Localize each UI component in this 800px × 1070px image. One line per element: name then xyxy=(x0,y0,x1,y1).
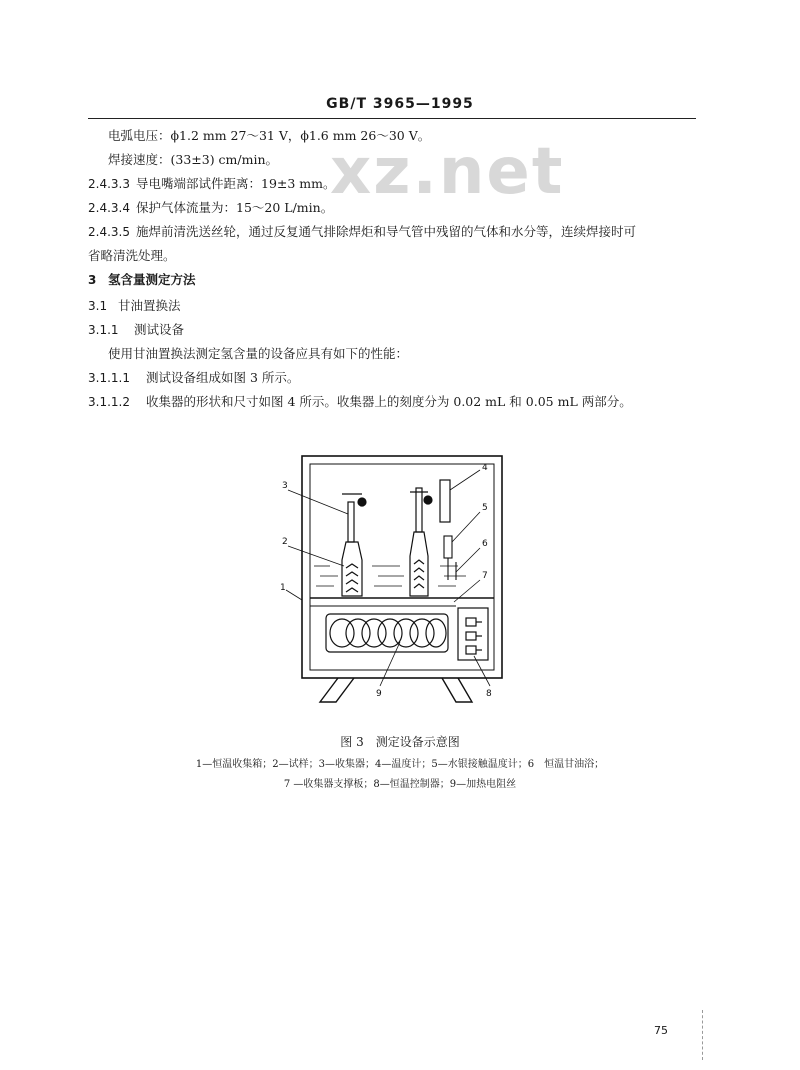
clause-2-4-3-3: 2.4.3.3 导电嘴端部试件距离：19±3 mm。 xyxy=(88,176,336,191)
clause-number: 2.4.3.5 xyxy=(88,225,130,239)
clause-3-1-1: 3.1.1 测试设备 xyxy=(88,322,185,337)
label-2: 2 xyxy=(282,537,288,547)
scan-edge-marks xyxy=(702,1010,705,1060)
figure-legend-line-1: 1—恒温收集箱；2—试样；3—收集器；4—温度计；5—水银接触温度计；6 恒温甘油浴； xyxy=(195,759,605,770)
clause-3-1-1-1: 3.1.1.1 测试设备组成如图 3 所示。 xyxy=(88,370,300,385)
clause-2-4-3-5: 2.4.3.5 施焊前清洗送丝轮，通过反复通气排除焊炬和导气管中残留的气体和水分等，连续焊接时可 xyxy=(88,224,637,239)
label-7: 7 xyxy=(482,571,488,581)
clause-number: 2.4.3.4 xyxy=(88,201,130,215)
section-number: 3 xyxy=(88,273,97,287)
watermark: xz.net xyxy=(330,135,565,209)
collector-right xyxy=(410,488,432,596)
page-header: GB/T 3965—1995 xyxy=(326,96,474,112)
section-3-heading: 3 氢含量测定方法 xyxy=(88,272,196,287)
label-5: 5 xyxy=(482,503,488,513)
paragraph-weld-speed: 焊接速度：(33±3) cm/min。 xyxy=(108,152,279,167)
temperature-controller xyxy=(458,608,488,660)
label-1: 1 xyxy=(280,583,286,593)
bath-liquid-lines xyxy=(314,566,466,586)
clause-number: 3.1 xyxy=(88,299,108,313)
figure-3-diagram xyxy=(280,450,520,714)
figure-caption: 图 3 测定设备示意图 xyxy=(340,735,460,749)
page-number: 75 xyxy=(654,1024,668,1037)
label-3: 3 xyxy=(282,481,288,491)
cabinet-outline xyxy=(302,456,502,678)
figure-legend-line-2: 7 —收集器支撑板；8—恒温控制器；9—加热电阻丝 xyxy=(283,779,517,790)
clause-number: 3.1.1 xyxy=(88,323,119,337)
contact-thermometer xyxy=(444,536,456,580)
right-leg xyxy=(442,678,472,702)
clause-number: 3.1.1.1 xyxy=(88,371,130,385)
clause-3-1: 3.1 甘油置换法 xyxy=(88,298,181,313)
heating-coil xyxy=(326,614,448,652)
label-4: 4 xyxy=(482,463,488,473)
thermometer xyxy=(440,480,450,522)
label-8: 8 xyxy=(486,689,492,699)
collector-left xyxy=(342,494,366,596)
paragraph-arc-voltage: 电弧电压：ϕ1.2 mm 27～31 V，ϕ1.6 mm 26～30 V。 xyxy=(108,128,431,143)
clause-2-4-3-5-continued: 省略清洗处理。 xyxy=(88,248,176,263)
leader-lines xyxy=(286,470,490,686)
clause-number: 3.1.1.2 xyxy=(88,395,130,409)
clause-2-4-3-4: 2.4.3.4 保护气体流量为：15～20 L/min。 xyxy=(88,200,334,215)
clause-3-1-1-2: 3.1.1.2 收集器的形状和尺寸如图 4 所示。收集器上的刻度分为 0.02 mL 和 0.05 mL 两部分。 xyxy=(88,394,632,409)
label-9: 9 xyxy=(376,689,382,699)
clause-number: 2.4.3.3 xyxy=(88,177,130,191)
left-leg xyxy=(320,678,354,702)
header-rule xyxy=(88,118,696,119)
paragraph-equipment-intro: 使用甘油置换法测定氢含量的设备应具有如下的性能： xyxy=(108,346,409,361)
label-6: 6 xyxy=(482,539,488,549)
